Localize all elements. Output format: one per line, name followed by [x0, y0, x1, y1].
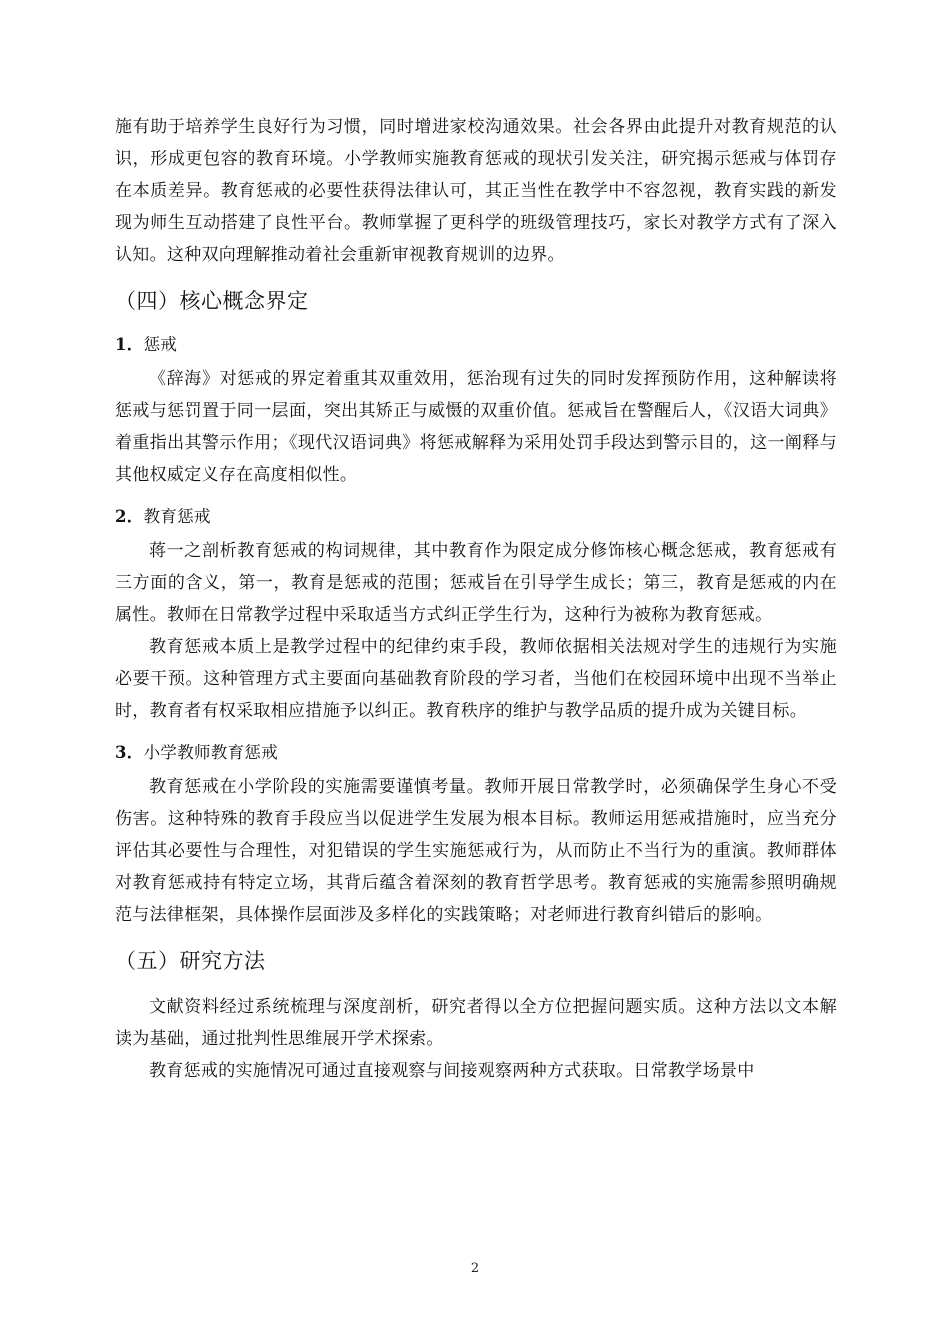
paragraph-education-discipline-2: 教育惩戒本质上是教学过程中的纪律约束手段，教师依据相关法规对学生的违规行为实施必要干预。这种管理方式主要面向基础教育阶段的学习者，当他们在校园环境中出现不当举止时，教育者有权采取相应措施予以纠正。教育秩序的维护与教学品质的提升成为关键目标。: [115, 637, 837, 721]
section-heading-research-methods: （五）研究方法: [115, 949, 266, 973]
subsection-title: 惩戒: [143, 335, 178, 354]
paragraph-education-discipline-1: 蒋一之剖析教育惩戒的构词规律，其中教育作为限定成分修饰核心概念惩戒，教育惩戒有三方面的含义，第一，教育是惩戒的范围；惩戒旨在引导学生成长；第三，教育是惩戒的内在属性。教师在日常教学过程中采取适当方式纠正学生行为，这种行为被称为教育惩戒。: [115, 541, 837, 625]
paragraph-research-methods-2: 教育惩戒的实施情况可通过直接观察与间接观察两种方式获取。日常教学场景中: [149, 1061, 755, 1081]
subsection-title: 小学教师教育惩戒: [143, 743, 278, 762]
page-number: 2: [470, 1261, 480, 1276]
subsection-number: 2．: [115, 507, 144, 526]
paragraph-primary-teacher-discipline: 教育惩戒在小学阶段的实施需要谨慎考量。教师开展日常教学时，必须确保学生身心不受伤害。这种特殊的教育手段应当以促进学生发展为根本目标。教师运用惩戒措施时，应当充分评估其必要性与合理性，对犯错误的学生实施惩戒行为，从而防止不当行为的重演。教师群体对教育惩戒持有特定立场，其背后蕴含着深刻的教育哲学思考。教育惩戒的实施需参照明确规范与法律框架，具体操作层面涉及多样化的实践策略；对老师进行教育纠错后的影响。: [115, 777, 837, 925]
section-heading-core-concepts: （四）核心概念界定: [115, 289, 309, 313]
page-content: [115, 111, 837, 1087]
subsection-number: 3．: [115, 743, 144, 762]
subsection-heading-education-discipline: [115, 503, 837, 531]
subsection-heading-primary-teacher-discipline: [115, 739, 837, 767]
intro-paragraph: 施有助于培养学生良好行为习惯，同时增进家校沟通效果。社会各界由此提升对教育规范的认识，形成更包容的教育环境。小学教师实施教育惩戒的现状引发关注，研究揭示惩戒与体罚存在本质差异。教育惩戒的必要性获得法律认可，其正当性在教学中不容忽视，教育实践的新发现为师生互动搭建了良性平台。教师掌握了更科学的班级管理技巧，家长对教学方式有了深入认知。这种双向理解推动着社会重新审视教育规训的边界。: [115, 117, 837, 265]
subsection-heading-chengjie: [115, 331, 837, 359]
paragraph-research-methods-1: 文献资料经过系统梳理与深度剖析，研究者得以全方位把握问题实质。这种方法以文本解读为基础，通过批判性思维展开学术探索。: [115, 997, 837, 1049]
subsection-number: 1．: [115, 335, 144, 354]
subsection-title: 教育惩戒: [143, 507, 211, 526]
paragraph-chengjie: 《辞海》对惩戒的界定着重其双重效用，惩治现有过失的同时发挥预防作用，这种解读将惩戒与惩罚置于同一层面，突出其矫正与威慑的双重价值。惩戒旨在警醒后人，《汉语大词典》着重指出其警示作用；《现代汉语词典》将惩戒解释为采用处罚手段达到警示目的，这一阐释与其他权威定义存在高度相似性。: [115, 369, 837, 485]
